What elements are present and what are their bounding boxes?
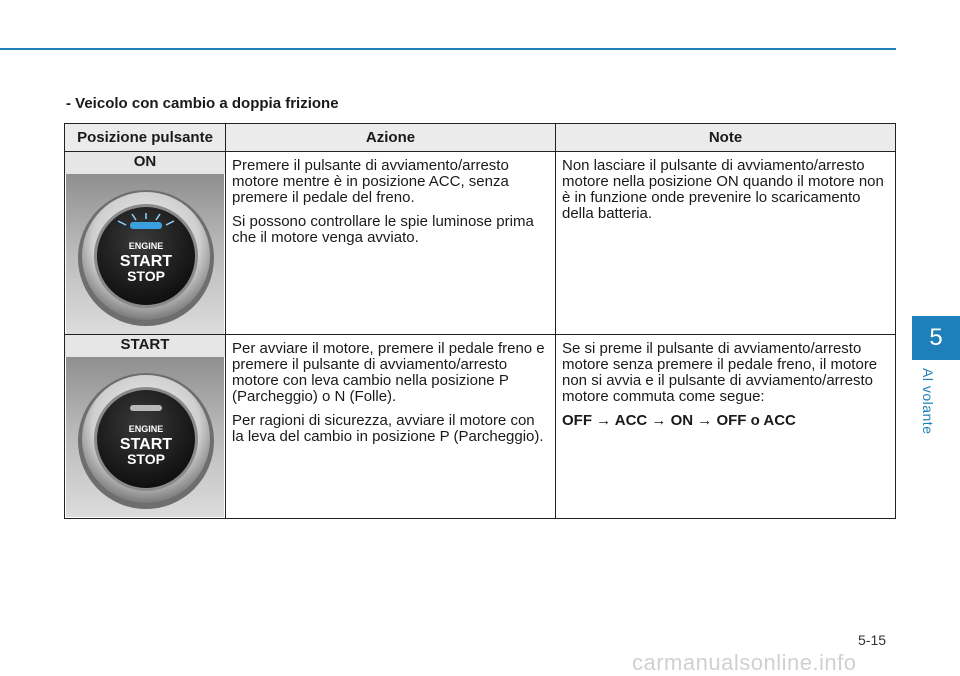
header-note: Note <box>556 124 896 152</box>
note-text: Se si preme il pulsante di avviamento/arresto motore senza premere il pedale freno, il motore non si avvia e il pulsante di avviamento/arresto motore commuta come segue: <box>562 340 878 405</box>
indicator-light <box>130 405 162 411</box>
state-sequence: OFF → ACC → ON → OFF o ACC <box>562 412 796 429</box>
table-row-on <box>65 152 896 335</box>
azione-text: Per ragioni di sicurezza, avviare il motore con la leva del cambio in posizione P (Parcheggio). <box>232 412 544 445</box>
button-text-engine: ENGINE <box>128 424 164 434</box>
position-label-start: START <box>65 335 225 357</box>
azione-text: Per avviare il motore, premere il pedale freno e premere il pulsante di avviamento/arresto motore con leva cambio nella posizione P (Parcheggio) o N (Folle). <box>232 340 545 405</box>
note-cell-on <box>556 152 896 335</box>
table-row-start <box>65 335 896 519</box>
position-cell-on <box>65 152 226 335</box>
azione-cell-start <box>226 335 556 519</box>
position-cell-start <box>65 335 226 519</box>
table-header-row <box>65 124 896 152</box>
button-text-stop: STOP <box>127 268 165 284</box>
chapter-tab[interactable]: 5 <box>912 316 960 360</box>
indicator-light <box>130 222 162 229</box>
button-text-start: START <box>119 253 173 270</box>
chapter-title: Al volante <box>920 368 936 435</box>
engine-start-stop-button-icon <box>66 174 225 334</box>
page-number: 5-15 <box>858 632 887 648</box>
engine-button-start-image <box>66 357 224 517</box>
section-subtitle: - Veicolo con cambio a doppia frizione <box>66 95 339 112</box>
button-text-stop: STOP <box>127 451 165 467</box>
watermark: carmanualsonline.info <box>632 650 857 675</box>
azione-cell-on <box>226 152 556 335</box>
button-text-engine: ENGINE <box>128 241 164 251</box>
header-azione: Azione <box>226 124 556 152</box>
engine-start-stop-button-icon <box>66 357 225 517</box>
azione-text: Si possono controllare le spie luminose prima che il motore venga avviato. <box>232 213 534 246</box>
button-text-start: START <box>119 436 173 453</box>
position-label-on: ON <box>65 152 225 174</box>
note-cell-start <box>556 335 896 519</box>
note-text: Non lasciare il pulsante di avviamento/arresto motore nella posizione ON quando il motore non è in funzione onde prevenire lo scaricamento della batteria. <box>562 157 884 222</box>
azione-text: Premere il pulsante di avviamento/arresto motore mentre è in posizione ACC, senza premere il pedale del freno. <box>232 157 509 206</box>
start-button-table <box>64 123 896 519</box>
header-posizione: Posizione pulsante <box>65 124 226 152</box>
top-rule <box>0 48 896 50</box>
engine-button-on-image <box>66 174 224 334</box>
